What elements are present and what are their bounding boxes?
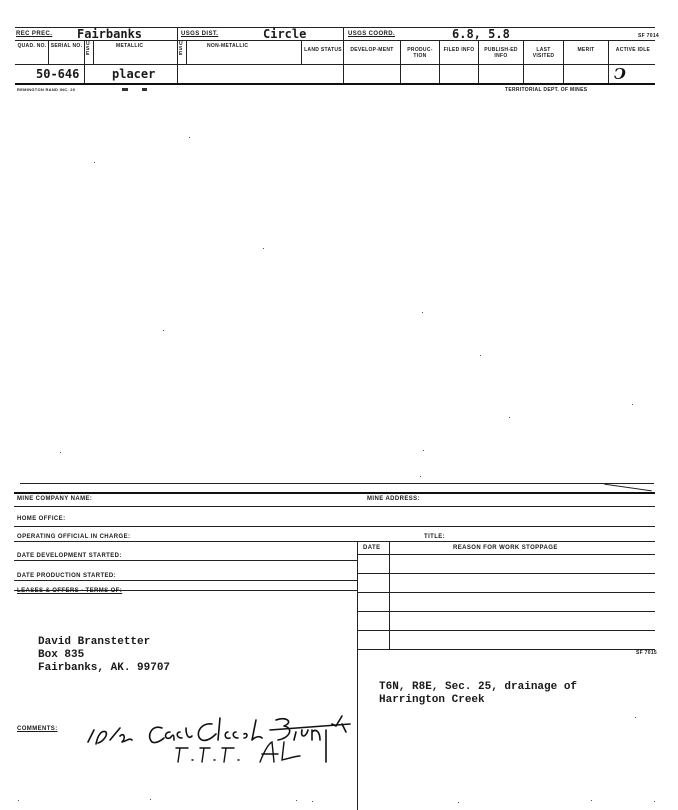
col-active-idle: ACTIVE IDLE: [615, 47, 651, 53]
col-last-visited: LAST VISITED: [532, 47, 555, 59]
col-land-status: LAND STATUS: [304, 47, 342, 53]
date-column-header: DATE: [363, 545, 381, 551]
address-name: David Branstetter: [38, 636, 151, 648]
usgs-dist-label: USGS DIST.: [181, 31, 219, 37]
rec-prec-label: REC PREC.: [16, 31, 53, 37]
dept-imprint: TERRITORIAL DEPT. OF MINES: [505, 87, 588, 93]
location-line-1: T6N, R8E, Sec. 25, drainage of: [379, 681, 578, 693]
col-use-metallic: USE: [86, 41, 90, 57]
stray-pen-mark: [604, 484, 652, 492]
comments-label: COMMENTS:: [17, 726, 58, 732]
home-office-label: HOME OFFICE:: [17, 516, 66, 522]
col-metallic: METALLIC: [116, 43, 144, 49]
leases-offers-label: LEASES & OFFERS - TERMS OF:: [17, 588, 123, 594]
location-line-2: Harrington Creek: [379, 694, 485, 706]
usgs-dist-value: Circle: [263, 27, 307, 41]
col-non-metallic: NON-METALLIC: [207, 43, 249, 49]
address-city: Fairbanks, AK. 99707: [38, 662, 171, 674]
col-production: PRODUC-TION: [407, 47, 433, 59]
date-production-label: DATE PRODUCTION STARTED:: [17, 573, 117, 579]
reason-column-header: REASON FOR WORK STOPPAGE: [453, 545, 558, 551]
imprint-mark: [122, 88, 128, 91]
address-box: Box 835: [38, 649, 85, 661]
date-development-label: DATE DEVELOPMENT STARTED:: [17, 553, 122, 559]
imprint-mark: [142, 88, 147, 91]
form-number-top: SF 7014: [638, 33, 660, 39]
handwritten-signature: [80, 710, 358, 768]
col-quad-no: QUAD. NO.: [17, 43, 47, 49]
col-merit: MERIT: [577, 47, 595, 53]
title-label: TITLE:: [424, 534, 446, 540]
col-published-info: PUBLISH-ED INFO: [484, 47, 518, 59]
metallic-value: placer: [112, 67, 156, 81]
col-use-nonmetallic: USE: [179, 41, 183, 57]
mine-address-label: MINE ADDRESS:: [367, 496, 420, 502]
col-filed-info: FILED INFO: [443, 47, 475, 53]
operating-official-label: OPERATING OFFICIAL IN CHARGE:: [17, 534, 131, 540]
form-number-lower: SF 7015: [636, 650, 658, 656]
serial-value: 50-646: [36, 67, 80, 81]
printer-imprint: REMINGTON RAND INC. 20: [17, 87, 76, 92]
usgs-coord-value: 6.8, 5.8: [452, 27, 510, 41]
col-development: DEVELOP-MENT: [350, 47, 394, 53]
active-idle-mark: Ↄ: [614, 65, 626, 83]
usgs-coord-label: USGS COORD.: [348, 31, 396, 37]
mine-company-name-label: MINE COMPANY NAME:: [17, 496, 93, 502]
col-serial-no: SERIAL NO.: [50, 43, 83, 49]
rec-prec-value: Fairbanks: [77, 27, 143, 41]
